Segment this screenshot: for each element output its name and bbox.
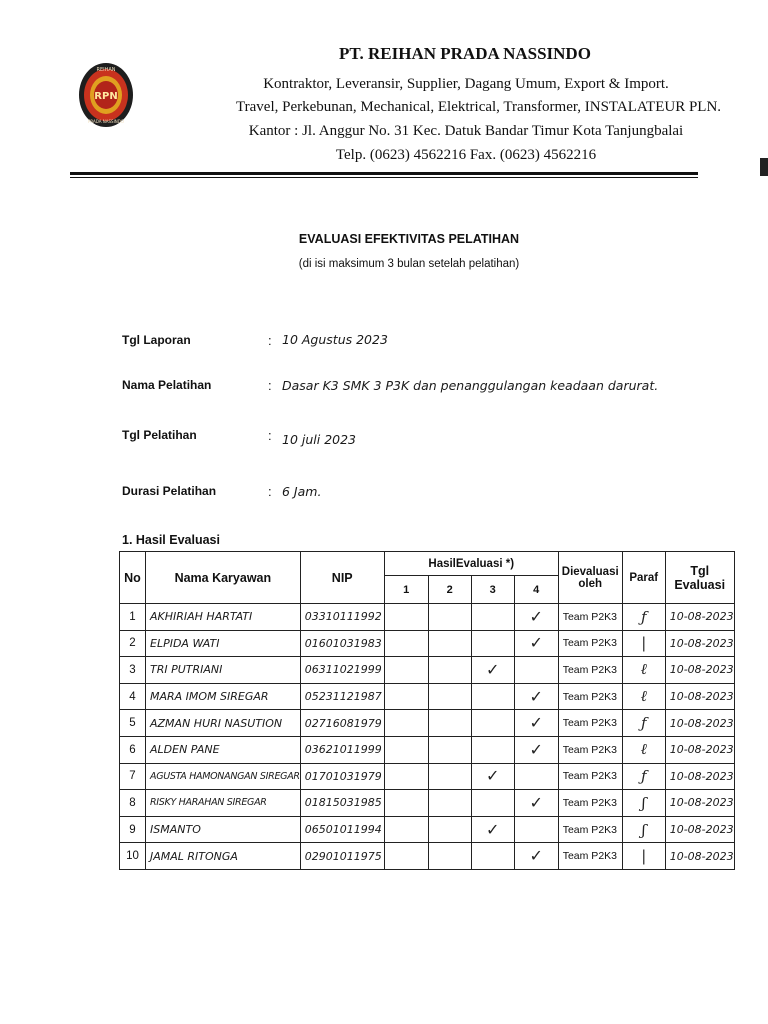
check-icon: ✓	[529, 848, 543, 866]
company-logo	[78, 62, 134, 128]
evaluation-date: 10-08-2023	[665, 843, 734, 870]
employee-nip: 06501011994	[300, 816, 384, 843]
table-body	[120, 604, 735, 870]
document-title: EVALUASI EFEKTIVITAS PELATIHAN	[298, 232, 520, 246]
evaluation-date: 10-08-2023	[665, 604, 734, 631]
check-icon: ✓	[529, 715, 543, 733]
score-cell-3	[471, 657, 514, 684]
score-cell-4	[514, 763, 558, 790]
table-row	[120, 630, 735, 657]
signature-mark: ƒ	[640, 607, 647, 626]
row-number: 9	[120, 816, 146, 843]
nama-pelatihan-colon: :	[268, 378, 272, 393]
company-line-2: Travel, Perkebunan, Mechanical, Elektrical, Transformer, INSTALATEUR PLN.	[236, 99, 722, 115]
tgl-pelatihan-value: 10 juli 2023	[282, 432, 357, 447]
table-row	[120, 683, 735, 710]
scan-edge-mark	[760, 158, 768, 176]
signature-mark: |	[641, 634, 647, 653]
table-row	[120, 604, 735, 631]
signature-mark: ƒ	[640, 714, 647, 733]
employee-name: MARA IMOM SIREGAR	[146, 683, 301, 710]
score-cell-3	[471, 816, 514, 843]
header-no: No	[120, 552, 146, 604]
paraf-cell	[622, 604, 665, 631]
employee-nip: 01601031983	[300, 630, 384, 657]
score-cell-2	[428, 736, 471, 763]
employee-name: ELPIDA WATI	[146, 630, 301, 657]
evaluation-date: 10-08-2023	[665, 790, 734, 817]
durasi-value: 6 Jam.	[282, 484, 322, 499]
header-paraf: Paraf	[622, 552, 665, 604]
company-phone: Telp. (0623) 4562216 Fax. (0623) 4562216	[335, 147, 597, 163]
paraf-cell	[622, 816, 665, 843]
company-line-1: Kontraktor, Leveransir, Supplier, Dagang Umum, Export & Import.	[263, 76, 669, 92]
check-icon: ✓	[529, 608, 543, 626]
score-cell-4	[514, 683, 558, 710]
paraf-cell	[622, 790, 665, 817]
row-number: 7	[120, 763, 146, 790]
score-cell-2	[428, 657, 471, 684]
header-score-3: 3	[471, 576, 514, 604]
paraf-cell	[622, 763, 665, 790]
evaluation-date: 10-08-2023	[665, 630, 734, 657]
score-cell-3	[471, 604, 514, 631]
score-cell-4	[514, 604, 558, 631]
evaluator: Team P2K3	[558, 683, 622, 710]
document-subtitle: (di isi maksimum 3 bulan setelah pelatihan)	[298, 258, 520, 270]
header-tgl-evaluasi: Tgl Evaluasi	[665, 552, 734, 604]
score-cell-1	[384, 843, 428, 870]
row-number: 1	[120, 604, 146, 631]
employee-nip: 01815031985	[300, 790, 384, 817]
score-cell-4	[514, 710, 558, 737]
paraf-cell	[622, 843, 665, 870]
logo-text-top: REIHAN	[96, 67, 116, 73]
signature-mark: ℓ	[640, 687, 647, 706]
score-cell-2	[428, 630, 471, 657]
nama-pelatihan-value: Dasar K3 SMK 3 P3K dan penanggulangan keadaan darurat.	[282, 378, 659, 393]
tgl-pelatihan-label: Tgl Pelatihan	[122, 428, 197, 442]
table-row	[120, 843, 735, 870]
evaluation-date: 10-08-2023	[665, 657, 734, 684]
paraf-cell	[622, 683, 665, 710]
score-cell-4	[514, 630, 558, 657]
score-cell-3	[471, 736, 514, 763]
paraf-cell	[622, 710, 665, 737]
evaluation-date: 10-08-2023	[665, 683, 734, 710]
employee-nip: 01701031979	[300, 763, 384, 790]
check-icon: ✓	[486, 768, 500, 786]
employee-name: RISKY HARAHAN SIREGAR	[146, 790, 301, 817]
durasi-colon: :	[268, 484, 272, 499]
paraf-cell	[622, 630, 665, 657]
evaluation-table	[119, 551, 735, 870]
check-icon: ✓	[529, 688, 543, 706]
employee-nip: 02901011975	[300, 843, 384, 870]
score-cell-4	[514, 657, 558, 684]
paraf-cell	[622, 736, 665, 763]
tgl-laporan-label: Tgl Laporan	[122, 333, 191, 347]
employee-name: ISMANTO	[146, 816, 301, 843]
employee-nip: 03621011999	[300, 736, 384, 763]
section-heading: 1. Hasil Evaluasi	[122, 533, 220, 547]
employee-nip: 02716081979	[300, 710, 384, 737]
score-cell-1	[384, 683, 428, 710]
evaluator: Team P2K3	[558, 604, 622, 631]
evaluator: Team P2K3	[558, 816, 622, 843]
score-cell-2	[428, 816, 471, 843]
check-icon: ✓	[529, 635, 543, 653]
score-cell-1	[384, 790, 428, 817]
evaluation-date: 10-08-2023	[665, 710, 734, 737]
signature-mark: ℓ	[640, 660, 647, 679]
evaluator: Team P2K3	[558, 710, 622, 737]
evaluation-date: 10-08-2023	[665, 816, 734, 843]
header-dievaluasi-oleh: Dievaluasi oleh	[558, 552, 622, 604]
table-row	[120, 790, 735, 817]
row-number: 10	[120, 843, 146, 870]
evaluation-date: 10-08-2023	[665, 736, 734, 763]
logo-initials: RPN	[94, 91, 118, 102]
score-cell-1	[384, 816, 428, 843]
row-number: 6	[120, 736, 146, 763]
signature-mark: ʃ	[641, 820, 646, 839]
check-icon: ✓	[486, 661, 500, 679]
table-row	[120, 657, 735, 684]
evaluator: Team P2K3	[558, 736, 622, 763]
header-score-4: 4	[514, 576, 558, 604]
score-cell-2	[428, 843, 471, 870]
table-row	[120, 710, 735, 737]
table-row	[120, 763, 735, 790]
tgl-laporan-colon: :	[268, 333, 272, 348]
nama-pelatihan-label: Nama Pelatihan	[122, 378, 212, 392]
tgl-pelatihan-colon: :	[268, 428, 272, 443]
header-nama-karyawan: Nama Karyawan	[146, 552, 301, 604]
evaluator: Team P2K3	[558, 763, 622, 790]
employee-name: AZMAN HURI NASUTION	[146, 710, 301, 737]
signature-mark: |	[641, 847, 647, 866]
evaluator: Team P2K3	[558, 843, 622, 870]
row-number: 5	[120, 710, 146, 737]
logo-text-bottom: PRADA NASSINDO	[88, 119, 124, 124]
score-cell-1	[384, 763, 428, 790]
employee-nip: 05231121987	[300, 683, 384, 710]
durasi-label: Durasi Pelatihan	[122, 484, 217, 498]
check-icon: ✓	[486, 821, 500, 839]
score-cell-1	[384, 657, 428, 684]
row-number: 2	[120, 630, 146, 657]
evaluator: Team P2K3	[558, 790, 622, 817]
check-icon: ✓	[529, 741, 543, 759]
row-number: 3	[120, 657, 146, 684]
score-cell-3	[471, 790, 514, 817]
score-cell-4	[514, 816, 558, 843]
score-cell-1	[384, 736, 428, 763]
score-cell-1	[384, 630, 428, 657]
score-cell-2	[428, 683, 471, 710]
header-score-1: 1	[384, 576, 428, 604]
signature-mark: ℓ	[640, 740, 647, 759]
employee-name: AKHIRIAH HARTATI	[146, 604, 301, 631]
signature-mark: ƒ	[640, 767, 647, 786]
evaluation-date: 10-08-2023	[665, 763, 734, 790]
score-cell-2	[428, 604, 471, 631]
employee-name: TRI PUTRIANI	[146, 657, 301, 684]
employee-name: AGUSTA HAMONANGAN SIREGAR	[146, 763, 301, 790]
check-icon: ✓	[529, 794, 543, 812]
letterhead-divider-thin	[70, 177, 698, 178]
employee-nip: 06311021999	[300, 657, 384, 684]
evaluator: Team P2K3	[558, 657, 622, 684]
score-cell-2	[428, 790, 471, 817]
company-address: Kantor : Jl. Anggur No. 31 Kec. Datuk Bandar Timur Kota Tanjungbalai	[248, 123, 684, 139]
score-cell-1	[384, 604, 428, 631]
score-cell-2	[428, 763, 471, 790]
score-cell-3	[471, 710, 514, 737]
tgl-laporan-value: 10 Agustus 2023	[282, 332, 388, 347]
row-number: 4	[120, 683, 146, 710]
employee-name: ALDEN PANE	[146, 736, 301, 763]
score-cell-3	[471, 843, 514, 870]
employee-name: JAMAL RITONGA	[146, 843, 301, 870]
header-score-2: 2	[428, 576, 471, 604]
score-cell-4	[514, 736, 558, 763]
score-cell-3	[471, 683, 514, 710]
score-cell-2	[428, 710, 471, 737]
table-row	[120, 736, 735, 763]
header-hasil-evaluasi: HasilEvaluasi *)	[384, 552, 558, 576]
score-cell-3	[471, 763, 514, 790]
company-name: PT. REIHAN PRADA NASSINDO	[339, 44, 591, 63]
employee-nip: 03310111992	[300, 604, 384, 631]
score-cell-4	[514, 843, 558, 870]
row-number: 8	[120, 790, 146, 817]
score-cell-3	[471, 630, 514, 657]
evaluator: Team P2K3	[558, 630, 622, 657]
letterhead-divider	[70, 172, 698, 175]
paraf-cell	[622, 657, 665, 684]
score-cell-1	[384, 710, 428, 737]
table-row	[120, 816, 735, 843]
score-cell-4	[514, 790, 558, 817]
signature-mark: ʃ	[641, 793, 646, 812]
header-nip: NIP	[300, 552, 384, 604]
